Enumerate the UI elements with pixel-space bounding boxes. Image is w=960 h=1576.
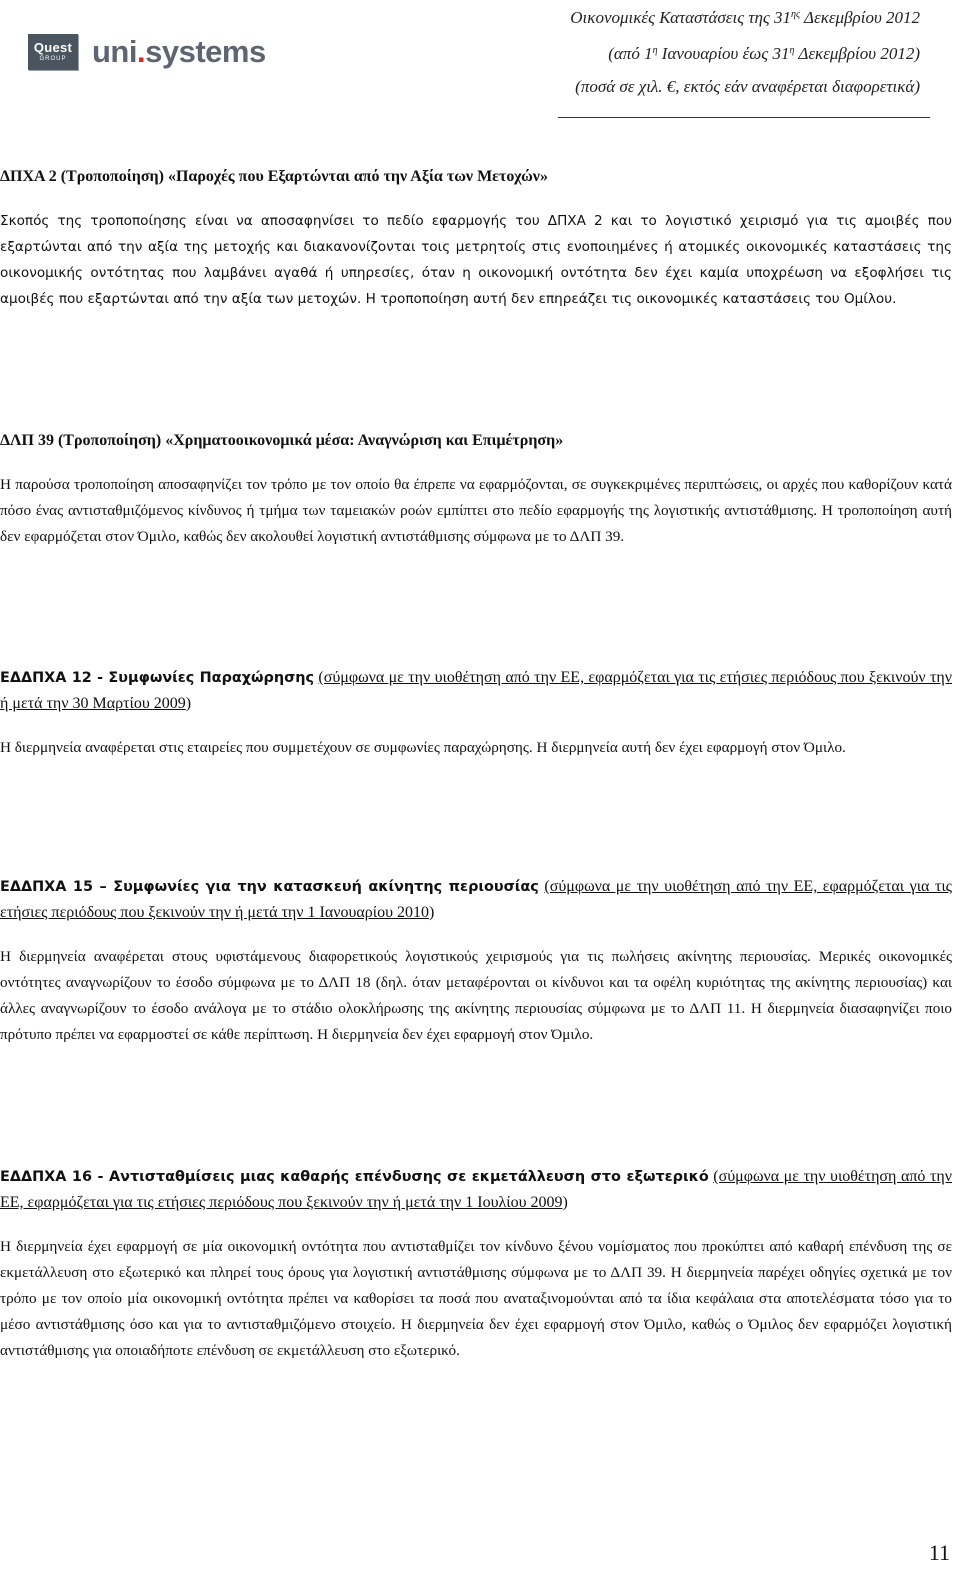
section-title: ΔΛΠ 39 (Τροποποίηση) «Χρηματοοικονομικά μέσα: Αναγνώριση και Επιμέτρηση» <box>0 432 564 449</box>
page-number: 11 <box>928 1540 950 1565</box>
quest-logo-text: Quest <box>33 40 73 55</box>
section-body: Σκοπός της τροποποίησης είναι να αποσαφηνίσει το πεδίο εφαρμογής του ΔΠΧΑ 2 και το λογιστικό χειρισμό για τις αμοιβές που εξαρτώνται από την αξία της μετοχής και διακανονίζονται τοις μετρητοίς στις ενοποιημένες ή ατομικές οικονομικές καταστάσεις της οικονομικής οντότητας που λαμβάνει αγαθά ή υπηρεσίες, όταν η οικονομική οντότητα δεν έχει καμία υποχρέωση να εξοφλήσει τις αμοιβές που εξαρτώνται από την αξία των μετοχών. Η τροποποίηση αυτή δεν επηρεάζει τις οικονομικές καταστάσεις του Ομίλου. <box>0 213 952 307</box>
section-adoption-note-close: ) <box>562 1194 568 1211</box>
header-divider <box>558 117 930 118</box>
quest-group-text: GROUP <box>39 56 67 62</box>
unisystems-logo <box>92 34 266 70</box>
section-adoption-note: (σύμφωνα με την υιοθέτηση από την ΕΕ, εφαρμόζεται για τις ετήσιες περιόδους που ξεκινούν την ή μετά την 30 Μαρτίου 2009 <box>0 669 953 712</box>
section-title: ΕΔΔΠΧΑ 15 – Συμφωνίες για την κατασκευή ακίνητης περιουσίας <box>0 879 539 895</box>
section-body: Η παρούσα τροποποίηση αποσαφηνίζει τον τρόπο με τον οποίο θα έπρεπε να εφαρμόζονται, σε συγκεκριμένες περιπτώσεις, οι αρχές που καθορίζουν κατά πόσο ένας αντισταθμιζόμενος κίνδυνος ή τμήμα των ταμειακών ροών εμπίπτει στο πεδίο εφαρμογής της λογιστικής αντιστάθμισης. Η τροποποίηση αυτή δεν εφαρμόζεται στον Όμιλο, καθώς δεν ακολουθεί λογιστική αντιστάθμισης σύμφωνα με το ΔΛΠ 39. <box>0 476 952 545</box>
header-line-2-c: Δεκεμβρίου 2012) <box>794 44 920 63</box>
section-ifrs2 <box>0 164 952 312</box>
header-line-2-sup2: η <box>789 45 795 56</box>
section-title: ΕΔΔΠΧΑ 12 - Συμφωνίες Παραχώρησης <box>0 670 315 686</box>
header-line-1-a: Οικονομικές Καταστάσεις της 31 <box>570 8 792 27</box>
section-title: ΕΔΔΠΧΑ 16 - Αντισταθμίσεις μιας καθαρής επένδυσης σε εκμετάλλευση στο εξωτερικό <box>0 1169 709 1185</box>
header-line-1-b: Δεκεμβρίου 2012 <box>800 8 920 27</box>
header-line-2-a: (από 1 <box>608 44 653 63</box>
header-line-2-sup1: η <box>652 45 658 56</box>
quest-group-logo <box>28 34 78 70</box>
page-header <box>0 0 960 120</box>
section-body: Η διερμηνεία έχει εφαρμογή σε μία οικονομική οντότητα που αντισταθμίζει τον κίνδυνο ξένου νομίσματος που προκύπτει από καθαρή επένδυση της σε εκμετάλλευση στο εξωτερικό και πληρεί τους όρους για λογιστική αντιστάθμισης σύμφωνα με το ΔΛΠ 39. Η διερμηνεία παρέχει οδηγίες σχετικά με τον τρόπο με τον οποίο μία οικονομική οντότητα πρέπει να καθορίσει τα ποσά που αναταξινομούνται από τα ίδια κεφάλαια στα αποτελέσματα τόσο για το μέσο αντιστάθμισης όσο και για το αντισταθμιζόμενο στοιχείο. Η διερμηνεία δεν έχει εφαρμογή στον Όμιλο, καθώς ο Όμιλος δεν εφαρμόζει λογιστική αντιστάθμισης για οποιαδήποτε επένδυση σε εκμετάλλευση στο εξωτερικό. <box>0 1238 952 1359</box>
section-ifric12 <box>0 665 952 761</box>
section-ifric16 <box>0 1164 952 1364</box>
header-info <box>570 2 920 110</box>
header-line-2-b: Ιανουαρίου έως 31 <box>657 44 790 63</box>
section-heading <box>0 665 952 717</box>
header-line-3: (ποσά σε χιλ. €, εκτός εάν αναφέρεται διαφορετικά) <box>575 77 920 96</box>
section-adoption-note-close: ) <box>185 695 192 712</box>
header-line-2 <box>570 38 920 74</box>
section-heading <box>0 1164 952 1216</box>
section-body: Η διερμηνεία αναφέρεται στους υφιστάμενους διαφορετικούς λογιστικούς χειρισμούς για τις πωλήσεις ακίνητης περιουσίας. Μερικές οικονομικές οντότητες αναγνωρίζουν το έσοδο σύμφωνα με το ΔΛΠ 18 (δηλ. όταν μεταφέρονται οι κίνδυνοι και τα οφέλη κυριότητας της ακίνητης περιουσίας) και άλλες αναγνωρίζουν το έσοδο ανάλογα με το στάδιο ολοκλήρωσης της ακίνητης περιουσίας σύμφωνα με το ΔΛΠ 11. Η διερμηνεία διασαφηνίζει ποιο πρότυπο πρέπει να εφαρμοστεί σε κάθε περίπτωση. Η διερμηνεία δεν έχει εφαρμογή στον Όμιλο. <box>0 948 952 1043</box>
logo-dot: . <box>137 34 146 69</box>
section-adoption-note: (σύμφωνα με την υιοθέτηση από την ΕΕ, εφαρμόζεται για τις ετήσιες περιόδους που ξεκινούν την ή μετά την 1 Ιανουαρίου 2010 <box>0 878 953 921</box>
section-ias39 <box>0 428 952 550</box>
section-adoption-note-close: ) <box>429 904 435 921</box>
section-ifric15 <box>0 874 952 1048</box>
header-line-1 <box>570 2 920 38</box>
section-heading <box>0 874 952 926</box>
logo-uni: uni <box>92 34 137 69</box>
section-adoption-note: (σύμφωνα με την υιοθέτηση από την ΕΕ, εφαρμόζεται για τις ετήσιες περιόδους που ξεκινούν την ή μετά την 1 Ιουλίου 2009 <box>0 1168 952 1211</box>
section-body: Η διερμηνεία αναφέρεται στις εταιρείες που συμμετέχουν σε συμφωνίες παραχώρησης. Η διερμηνεία αυτή δεν έχει εφαρμογή στον Όμιλο. <box>0 739 846 756</box>
header-line-1-sup: ης <box>791 9 801 20</box>
logo-systems: systems <box>145 34 266 69</box>
section-title: ΔΠΧΑ 2 (Τροποποίηση) «Παροχές που Εξαρτώνται από την Αξία των Μετοχών» <box>0 168 548 185</box>
company-logo <box>28 34 266 70</box>
